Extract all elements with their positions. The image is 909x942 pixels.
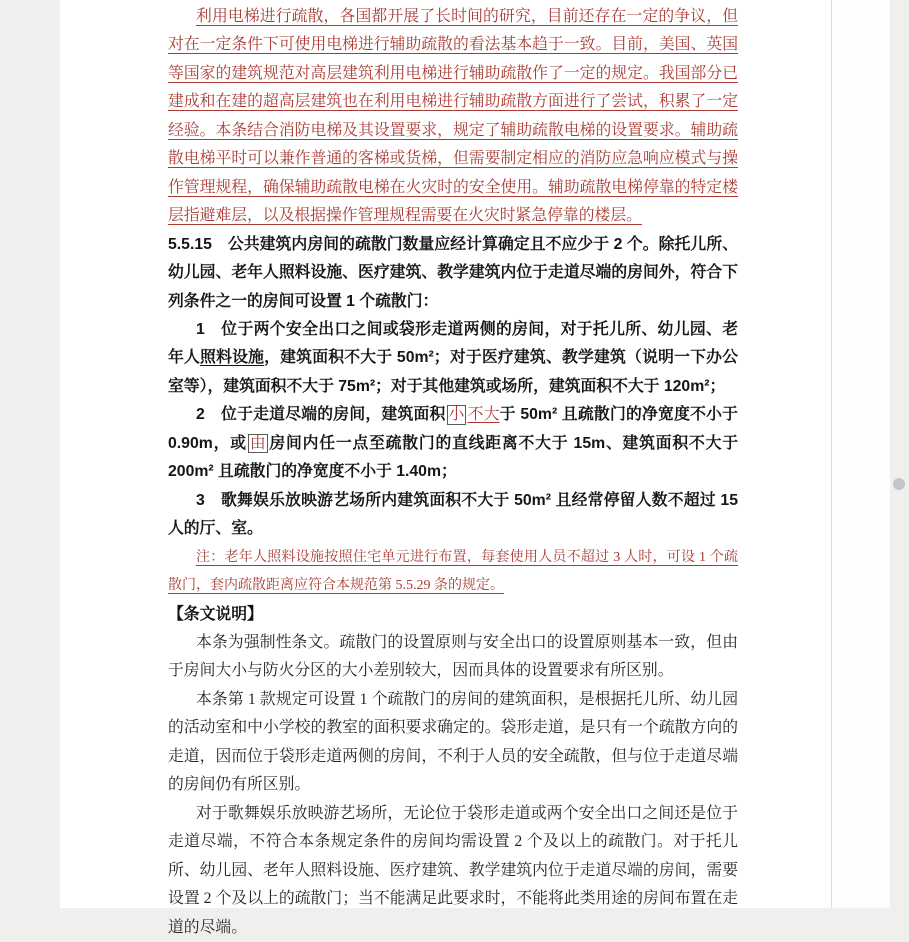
commentary-section-heading: 【条文说明】 bbox=[168, 605, 263, 623]
page-right-margin-strip bbox=[831, 0, 890, 908]
commentary-paragraph-1: 本条为强制性条文。疏散门的设置原则与安全出口的设置原则基本一致，但由于房间大小与防火分区的大小差别较大，因而具体的设置要求有所区别。 bbox=[168, 633, 738, 680]
commentary-paragraph-3: 对于歌舞娱乐放映游艺场所，无论位于袋形走道或两个安全出口之间还是位于走道尽端，不符合本条规定条件的房间均需设置 2 个及以上的疏散门。对于托儿所、幼儿园、老年人照料设施、医疗建筑、教学建筑内位于走道尽端的房间，需要设置 2 个及以上的疏散门；当不能满足此要求时，不能将此类用途的房间布置在走道的尽端。 bbox=[168, 804, 738, 936]
clause-5-5-15-lead: 5.5.15 公共建筑内房间的疏散门数量应经计算确定且不应少于 2 个。除托儿所、幼儿园、老年人照料设施、医疗建筑、教学建筑内位于走道尽端的房间外，符合下列条件之一的房间可设置 1 个疏散门： bbox=[168, 235, 738, 310]
clause-5-5-15-item-1: 1 位于两个安全出口之间或袋形走道两侧的房间，对于托儿所、幼儿园、老年人照料设施，建筑面积不大于 50m²；对于医疗建筑、教学建筑（说明一下办公室等），建筑面积不大于 75m²；对于其他建筑或场所，建筑面积不大于 120m²； bbox=[168, 320, 738, 395]
commentary-paragraph-2: 本条第 1 款规定可设置 1 个疏散门的房间的建筑面积，是根据托儿所、幼儿园的活动室和中小学校的教室的面积要求确定的。袋形走道，是只有一个疏散方向的走道，因而位于袋形走道两侧的房间，不利于人员的安全疏散，但与位于走道尽端的房间仍有所区别。 bbox=[168, 690, 738, 794]
clause-5-5-15-item-3: 3 歌舞娱乐放映游艺场所内建筑面积不大于 50m² 且经常停留人数不超过 15 人的厅、室。 bbox=[168, 491, 738, 538]
paragraph-elevator-evacuation-commentary: 利用电梯进行疏散，各国都开展了长时间的研究，目前还存在一定的争议，但对在一定条件下可使用电梯进行辅助疏散的看法基本趋于一致。目前，美国、英国等国家的建筑规范对高层建筑利用电梯进行辅助疏散作了一定的规定。我国部分已建成和在建的超高层建筑也在利用电梯进行辅助疏散方面进行了尝试，积累了一定经验。本条结合消防电梯及其设置要求，规定了辅助疏散电梯的设置要求。辅助疏散电梯平时可以兼作普通的客梯或货梯，但需要制定相应的消防应急响应模式与操作管理规程，确保辅助疏散电梯在火灾时的安全使用。辅助疏散电梯停靠的特定楼层指避难层，以及根据操作管理规程需要在火灾时紧急停靠的楼层。 bbox=[168, 8, 738, 225]
scrollbar-thumb[interactable] bbox=[893, 478, 905, 490]
document-text-column bbox=[168, 3, 738, 942]
document-page bbox=[60, 0, 831, 936]
red-revision-note: 注：老年人照料设施按照住宅单元进行布置，每套使用人员不超过 3 人时，可设 1 个疏散门，套内疏散距离应符合本规范第 5.5.29 条的规定。 bbox=[168, 549, 738, 594]
clause-5-5-15-item-2: 2 位于走道尽端的房间，建筑面积 小 不大于 50m² 且疏散门的净宽度不小于 0.90m，或 由 房间内任一点至疏散门的直线距离不大于 15m、建筑面积不大于 200m² 且疏散门的净宽度不小于 1.40m； bbox=[168, 406, 738, 481]
